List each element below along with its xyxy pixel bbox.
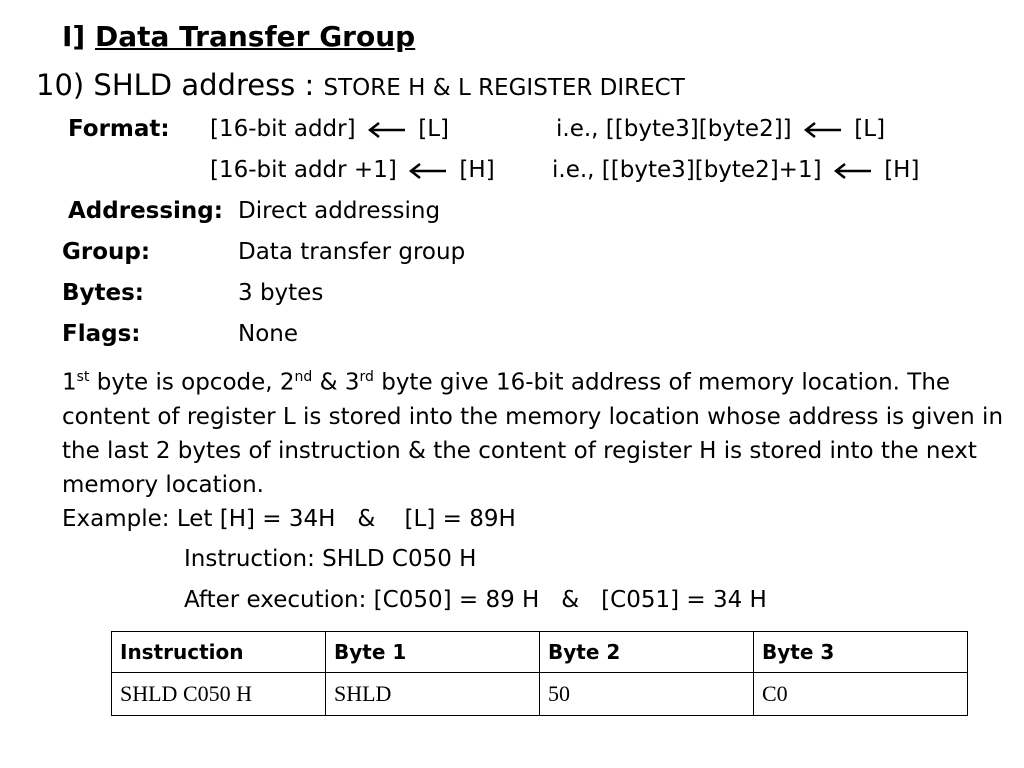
desc-t1: byte is opcode, 2 <box>89 369 295 396</box>
table-cell: SHLD <box>326 673 540 716</box>
left-arrow-icon <box>408 161 448 181</box>
desc-sup-1: st <box>76 369 90 385</box>
flags-label: Flags: <box>62 321 141 347</box>
table-header: Byte 1 <box>326 632 540 673</box>
bytes-label: Bytes: <box>62 280 145 306</box>
flags-value: None <box>238 321 299 347</box>
instruction-title: 10) SHLD address <box>36 68 296 102</box>
format-2-ie: i.e., [[byte3][byte2]+1] <box>552 157 822 183</box>
desc-sup-2: nd <box>294 369 313 385</box>
addressing-value: Direct addressing <box>238 198 441 224</box>
example-line-1: Example: Let [H] = 34H & [L] = 89H <box>62 506 516 532</box>
table-header: Byte 3 <box>754 632 968 673</box>
instruction-heading <box>36 68 685 102</box>
addressing-label: Addressing: <box>68 198 223 224</box>
format-2-left: [16-bit addr +1] <box>210 157 397 183</box>
format-ie-line-1 <box>556 116 885 142</box>
bytes-value: 3 bytes <box>238 280 324 306</box>
format-2-target: [H] <box>459 157 495 183</box>
format-ie-line-2 <box>552 157 919 183</box>
format-1-left: [16-bit addr] <box>210 116 356 142</box>
table-row <box>112 673 968 716</box>
table-cell: C0 <box>754 673 968 716</box>
desc-t3: byte give 16-bit address of memory location. The content of register L is stored into the memory location whose address is given in the last 2 bytes of instruction & the content of register H is stored into the next memory location. <box>62 369 1004 498</box>
section-prefix: I] <box>62 20 86 53</box>
format-1-ie: i.e., [[byte3][byte2]] <box>556 116 792 142</box>
desc-t2: & 3 <box>312 369 360 396</box>
example-line-3: After execution: [C050] = 89 H & [C051] = 34 H <box>184 587 767 613</box>
format-2-ie-target: [H] <box>884 157 920 183</box>
section-heading <box>62 20 415 53</box>
format-line-2 <box>210 157 495 183</box>
format-line-1 <box>210 116 449 142</box>
table-cell: SHLD C050 H <box>112 673 326 716</box>
desc-n1: 1 <box>62 369 77 396</box>
format-1-target: [L] <box>418 116 449 142</box>
group-value: Data transfer group <box>238 239 466 265</box>
description-paragraph <box>62 360 1012 502</box>
table-header: Instruction <box>112 632 326 673</box>
opcode-table <box>111 631 968 716</box>
example-line-2: Instruction: SHLD C050 H <box>184 546 477 572</box>
format-1-ie-target: [L] <box>854 116 886 142</box>
instruction-separator: : <box>304 68 315 102</box>
left-arrow-icon <box>833 161 873 181</box>
left-arrow-icon <box>803 120 843 140</box>
format-label: Format: <box>68 116 170 142</box>
group-label: Group: <box>62 239 151 265</box>
table-header-row <box>112 632 968 673</box>
desc-sup-3: rd <box>359 369 374 385</box>
table-cell: 50 <box>540 673 754 716</box>
left-arrow-icon <box>367 120 407 140</box>
table-header: Byte 2 <box>540 632 754 673</box>
section-title: Data Transfer Group <box>94 20 416 53</box>
instruction-description: STORE H & L REGISTER DIRECT <box>323 75 685 101</box>
